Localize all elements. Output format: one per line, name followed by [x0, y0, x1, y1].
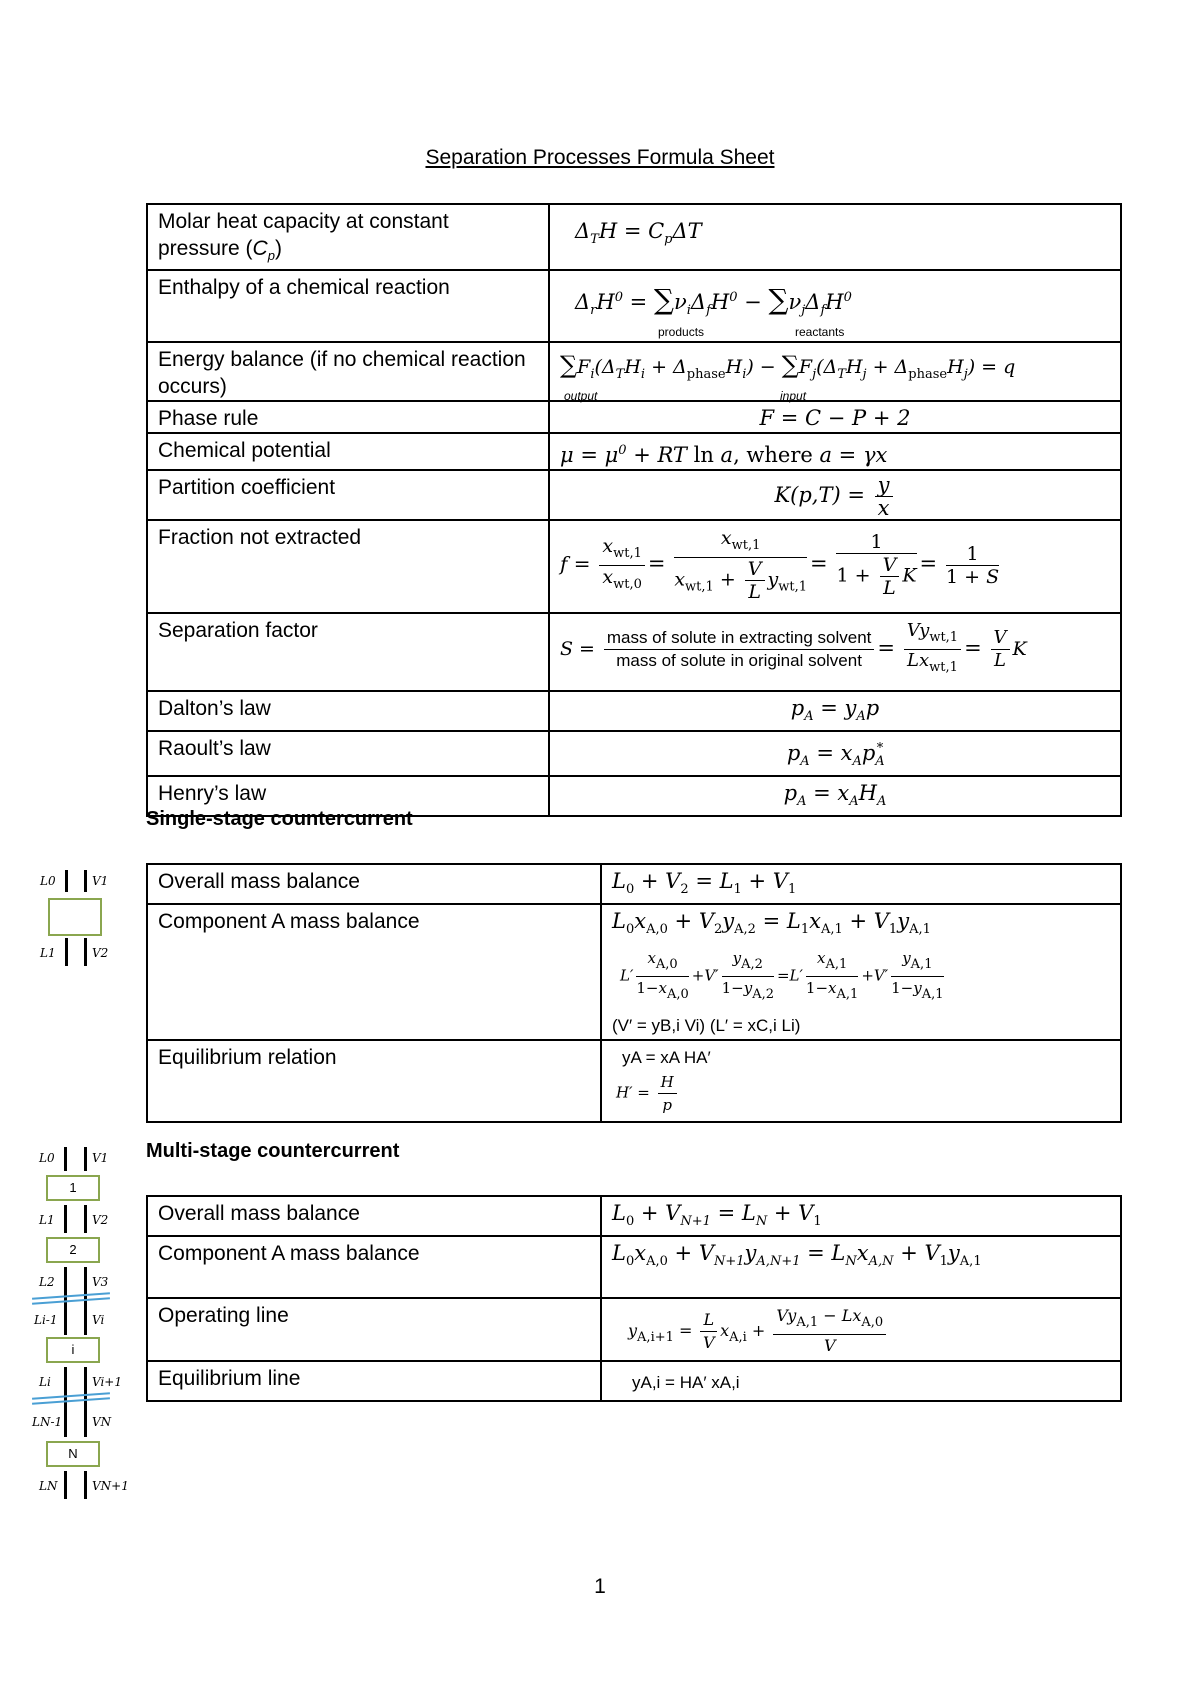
- up-arrow: [84, 1471, 87, 1499]
- up-arrow: [84, 1367, 87, 1437]
- row-label: Operating line: [147, 1298, 601, 1361]
- formula-cell: $\Delta_TH = C_p\Delta T$: [549, 204, 1121, 270]
- up-arrow: [84, 1205, 87, 1233]
- sum-under-label: products: [658, 325, 705, 340]
- row-label: Overall mass balance: [147, 864, 601, 904]
- stream-label: V1: [92, 874, 109, 888]
- single-stage-table: [146, 863, 1122, 1123]
- formula-cell: $\sum F_i(\Delta_TH_i + \Delta_{phase}H_i) - \sum F_j(\Delta_TH_j + \Delta_{phase}H_j) = q$ output input: [549, 342, 1121, 401]
- formula-cell: S = $\frac{\text{mass of solute in extracting solvent}}{\text{mass of solute in original solvent}}$ = $\frac{Vy_{wt,1}}{Lx_{wt,1}}$ = $\frac{V}{L}$ K: [549, 613, 1121, 691]
- formula-table: [146, 203, 1122, 817]
- section-heading: Multi-stage countercurrent: [146, 1140, 400, 1162]
- formula-cell: $\Delta_rH^0 = \sum\nu_i\Delta_fH^0 - \sum\nu_j\Delta_fH^0$ products reactants: [549, 270, 1121, 342]
- formula-cell: $L_0x_{A,0} + V_{N+1}y_{A,N+1} = L_Nx_{A,N} + V_1y_{A,1}$: [601, 1236, 1121, 1298]
- stream-label: L2: [39, 1275, 55, 1289]
- table-row: [147, 270, 1121, 342]
- table-row: [147, 864, 1121, 904]
- equilibrium-line-formula: yA,i = HA′ xA,i: [632, 1373, 740, 1392]
- single-stage-diagram: [30, 868, 130, 978]
- formula-cell: [601, 1361, 1121, 1401]
- row-label: Partition coefficient: [147, 470, 549, 520]
- multi-stage-table: [146, 1195, 1122, 1402]
- stage-box: [48, 898, 102, 936]
- row-label: Raoult’s law: [147, 731, 549, 776]
- formula-cell: f = $\frac{x_{wt,1}}{x_{wt,0}}$ = $x_{wt,1}$ $x_{wt,1}$ + $\frac{V}{L}$ $y_{wt,1}$ = 1 1 + $\frac{V}{L}$ K = $\frac{1}{1 + S}$: [549, 520, 1121, 613]
- multi-stage-diagram: [28, 1145, 132, 1505]
- row-label: Chemical potential: [147, 433, 549, 470]
- up-arrow: [84, 1147, 87, 1171]
- formula-cell: $L_0 + V_2 = L_1 + V_1$: [601, 864, 1121, 904]
- table-row: [147, 204, 1121, 270]
- table-row: [147, 691, 1121, 731]
- page-number: 1: [594, 1575, 606, 1598]
- sum-under-label: input: [780, 389, 807, 404]
- down-arrow: [64, 1205, 67, 1233]
- up-arrow: [84, 870, 87, 892]
- stream-label: Vi: [92, 1313, 105, 1327]
- row-label: Dalton’s law: [147, 691, 549, 731]
- table-row: [147, 904, 1121, 1040]
- stage-box: 2: [46, 1237, 100, 1263]
- row-label: Energy balance (if no chemical reaction occurs): [147, 342, 549, 401]
- row-label: Separation factor: [147, 613, 549, 691]
- stream-label: V2: [92, 1213, 109, 1227]
- formula-cell: $L_0 + V_{N+1} = L_N + V_1$: [601, 1196, 1121, 1236]
- stream-label: LN-1: [32, 1415, 63, 1429]
- separation-numerator: mass of solute in extracting solvent: [604, 627, 875, 650]
- sum-under-label: output: [564, 389, 598, 404]
- row-label: Henry’s law: [147, 776, 549, 816]
- up-arrow: [84, 938, 87, 966]
- stream-label: VN: [92, 1415, 112, 1429]
- formula-cell: $p_A = x_Ap_A^*$: [549, 731, 1121, 776]
- stage-box: i: [46, 1337, 100, 1363]
- row-label: Equilibrium line: [147, 1361, 601, 1401]
- down-arrow: [65, 938, 68, 966]
- table-row: [147, 1361, 1121, 1401]
- stream-label: Vi+1: [92, 1375, 122, 1389]
- stream-label: Li-1: [34, 1313, 58, 1327]
- down-arrow: [64, 1471, 67, 1499]
- table-row: [147, 731, 1121, 776]
- row-label: Component A mass balance: [147, 1236, 601, 1298]
- formula-cell: $p_A = y_Ap$: [549, 691, 1121, 731]
- row-label: Equilibrium relation: [147, 1040, 601, 1122]
- row-label: Enthalpy of a chemical reaction: [147, 270, 549, 342]
- formula-cell: $L_0x_{A,0} + V_2y_{A,2} = L_1x_{A,1} + V_1y_{A,1}$ L′ $\frac{xA,0}{1-xA,0}$ +V′ $\frac{yA,2}{1-yA,2}$ =L′ $\frac{xA,1}{1-xA,1}$ +V′ $\frac{yA,1}{1-yA,1}$ (V′ = yB,i Vi) (L′ = xC,i Li): [601, 904, 1121, 1040]
- stream-label: VN+1: [92, 1479, 129, 1493]
- separation-denominator: mass of solute in original solvent: [616, 651, 862, 671]
- stream-label: L1: [40, 946, 56, 960]
- table-row: [147, 401, 1121, 433]
- stream-label: L0: [39, 1151, 55, 1165]
- row-label: Molar heat capacity at constant pressure $(C_p)$: [147, 204, 549, 270]
- table-row: [147, 1298, 1121, 1361]
- stage-box: N: [46, 1441, 100, 1467]
- stream-label: V1: [92, 1151, 109, 1165]
- down-arrow: [65, 870, 68, 892]
- section-heading: Single-stage countercurrent: [146, 808, 413, 830]
- table-row: [147, 342, 1121, 401]
- row-label: Phase rule: [147, 401, 549, 433]
- stream-label: V3: [92, 1275, 109, 1289]
- formula-cell: K(p,T) = $\frac{y}{x}$: [549, 470, 1121, 520]
- sum-under-label: reactants: [795, 325, 845, 340]
- equilibrium-formula: yA = xA HA′: [622, 1048, 711, 1067]
- stream-label: Li: [39, 1375, 51, 1389]
- stream-label: LN: [39, 1479, 58, 1493]
- formula-cell: $y_{A,i+1}$ = $\frac{L}{V}$ $x_{A,i}$ + $\frac{Vy_{A,1} - Lx_{A,0}}{V}$: [601, 1298, 1121, 1361]
- table-row: [147, 1196, 1121, 1236]
- stream-label: L1: [39, 1213, 55, 1227]
- formula-cell: $\mu = \mu^0$ + RT ln a, where a = γx: [549, 433, 1121, 470]
- stream-label: V2: [92, 946, 109, 960]
- row-label: Fraction not extracted: [147, 520, 549, 613]
- stage-box: 1: [46, 1175, 100, 1201]
- row-label: Component A mass balance: [147, 904, 601, 1040]
- formula-cell: $p_A = x_AH_A$: [549, 776, 1121, 816]
- formula-note: (V′ = yB,i Vi) (L′ = xC,i Li): [612, 1016, 801, 1035]
- table-row: [147, 470, 1121, 520]
- table-row: [147, 1236, 1121, 1298]
- table-row: [147, 613, 1121, 691]
- row-label: Overall mass balance: [147, 1196, 601, 1236]
- page-title: Separation Processes Formula Sheet: [425, 146, 775, 169]
- formula-cell: yA = xA HA′ H′ = $\frac{H}{p}$: [601, 1040, 1121, 1122]
- table-row: [147, 1040, 1121, 1122]
- table-row: [147, 433, 1121, 470]
- formula-cell: F = C − P + 2: [549, 401, 1121, 433]
- stream-label: L0: [40, 874, 56, 888]
- down-arrow: [64, 1147, 67, 1171]
- table-row: [147, 520, 1121, 613]
